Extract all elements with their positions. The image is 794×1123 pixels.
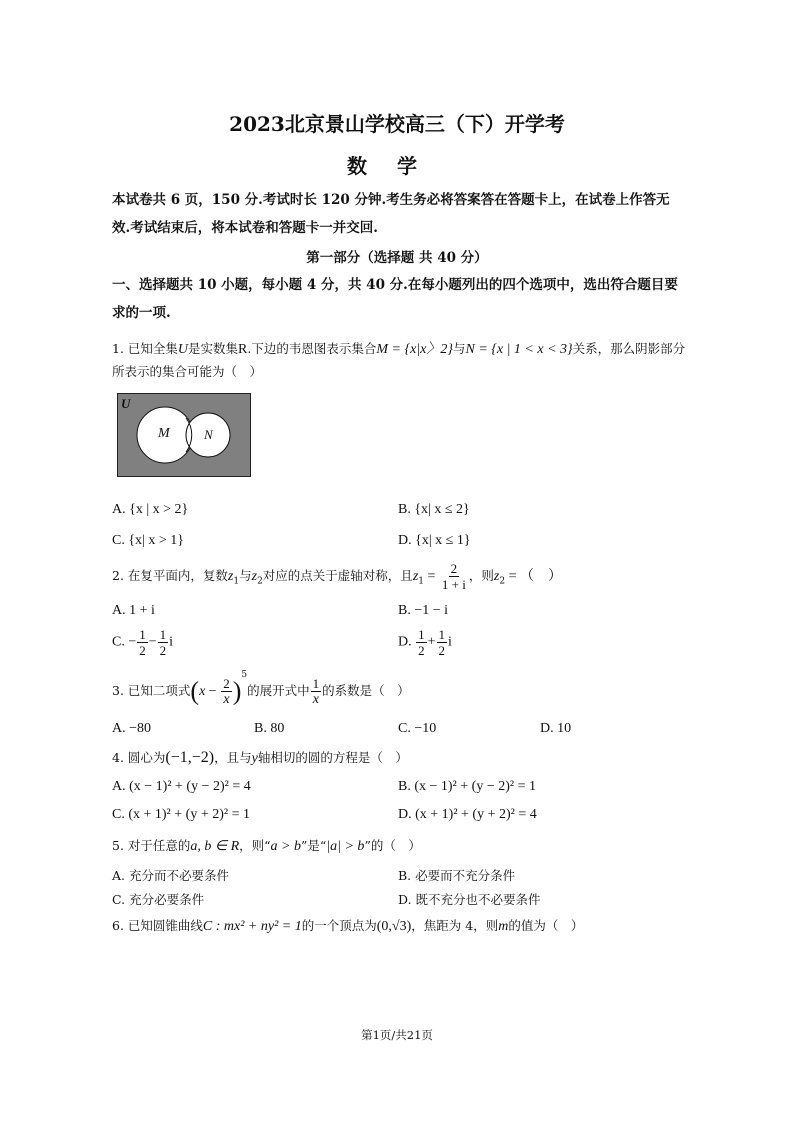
q3-option-d[interactable]: D. 10 <box>540 721 572 736</box>
q3-option-a[interactable]: A. −80 <box>112 721 152 736</box>
q2-option-a[interactable]: A. 1 + i <box>112 603 155 618</box>
q2-option-c[interactable]: C. − $\frac{1}{2}$ − $\frac{1}{2}$ i <box>112 627 174 658</box>
q1-stem: 1. 已知全集U是实数集R.下边的韦恩图表示集合M = {x|x〉2}与N = {x | 1 < x < 3}关系，那么阴影部分 <box>112 341 686 357</box>
intro-line-2: 效.考试结束后，将本试卷和答题卡一并交回. <box>112 220 378 236</box>
q4-stem: 4. 圆心为(−1,−2)，且与y轴相切的圆的方程是（ ） <box>112 749 408 766</box>
q3-option-b[interactable]: B. 80 <box>254 721 285 736</box>
q5-stem: 5. 对于任意的a, b ∈ R，则“a > b”是“|a| > b”的（ ） <box>112 838 421 854</box>
venn-label-n: N <box>204 427 213 442</box>
q1-option-d[interactable]: D. {x| x ≤ 1} <box>398 533 471 548</box>
section-heading-line-1: 一、选择题共 10 小题，每小题 4 分，共 40 分.在每小题列出的四个选项中，选出符合题目要 <box>112 277 678 293</box>
q1-option-a[interactable]: A. {x | x > 2} <box>112 502 189 517</box>
q5-option-b[interactable]: B. 必要而不充分条件 <box>398 868 516 883</box>
venn-diagram <box>117 393 251 477</box>
intro-line-1: 本试卷共 6 页，150 分.考试时长 120 分钟.考生务必将答案答在答题卡上，在试卷上作答无 <box>112 192 670 208</box>
q5-option-a[interactable]: A. 充分而不必要条件 <box>112 868 229 883</box>
q2-option-d[interactable]: D. $\frac{1}{2}$ + $\frac{1}{2}$ i <box>398 627 452 658</box>
page-title: 2023北京景山学校高三（下）开学考 <box>229 112 565 136</box>
q1-option-c[interactable]: C. {x| x > 1} <box>112 533 184 548</box>
venn-label-u: U <box>121 396 131 411</box>
q3-option-c[interactable]: C. −10 <box>398 721 437 736</box>
q4-option-b[interactable]: B. (x − 1)² + (y − 2)² = 1 <box>398 779 536 794</box>
q4-option-c[interactable]: C. (x + 1)² + (y + 2)² = 1 <box>112 807 250 822</box>
q2-fraction: $\frac{2}{1 + i}$ <box>441 561 466 592</box>
q3-stem: 3. 已知二项式(x − $\frac{2}{x}$ )$^5$的展开式中 $\frac{1}{x}$ 的系数是（ ） <box>112 670 410 707</box>
q2-option-b[interactable]: B. −1 − i <box>398 603 449 618</box>
q5-option-d[interactable]: D. 既不充分也不必要条件 <box>398 892 541 907</box>
section-heading-line-2: 求的一项. <box>112 305 171 321</box>
q6-stem: 6. 已知圆锥曲线C : mx² + ny² = 1的一个顶点为(0,√3)，焦距为 4，则m的值为（ ） <box>112 918 584 934</box>
page-footer: 第1页/共21页 <box>361 1028 433 1042</box>
part-title: 第一部分（选择题 共 40 分） <box>306 250 488 266</box>
subject-title: 数学 <box>347 154 447 178</box>
q1-option-b[interactable]: B. {x| x ≤ 2} <box>398 502 470 517</box>
q1-stem-line-2: 所表示的集合可能为（ ） <box>112 364 263 379</box>
q4-option-a[interactable]: A. (x − 1)² + (y − 2)² = 4 <box>112 779 251 794</box>
q2-stem: 2. 在复平面内，复数$z_1$与$z_2$对应的点关于虚轴对称，且$z_1$ = $\frac{2}{1 + i}$ ，则$z_2$ = （ ） <box>112 561 562 592</box>
q4-option-d[interactable]: D. (x + 1)² + (y + 2)² = 4 <box>398 807 537 822</box>
q5-option-c[interactable]: C. 充分必要条件 <box>112 892 205 907</box>
venn-label-m: M <box>158 426 170 441</box>
